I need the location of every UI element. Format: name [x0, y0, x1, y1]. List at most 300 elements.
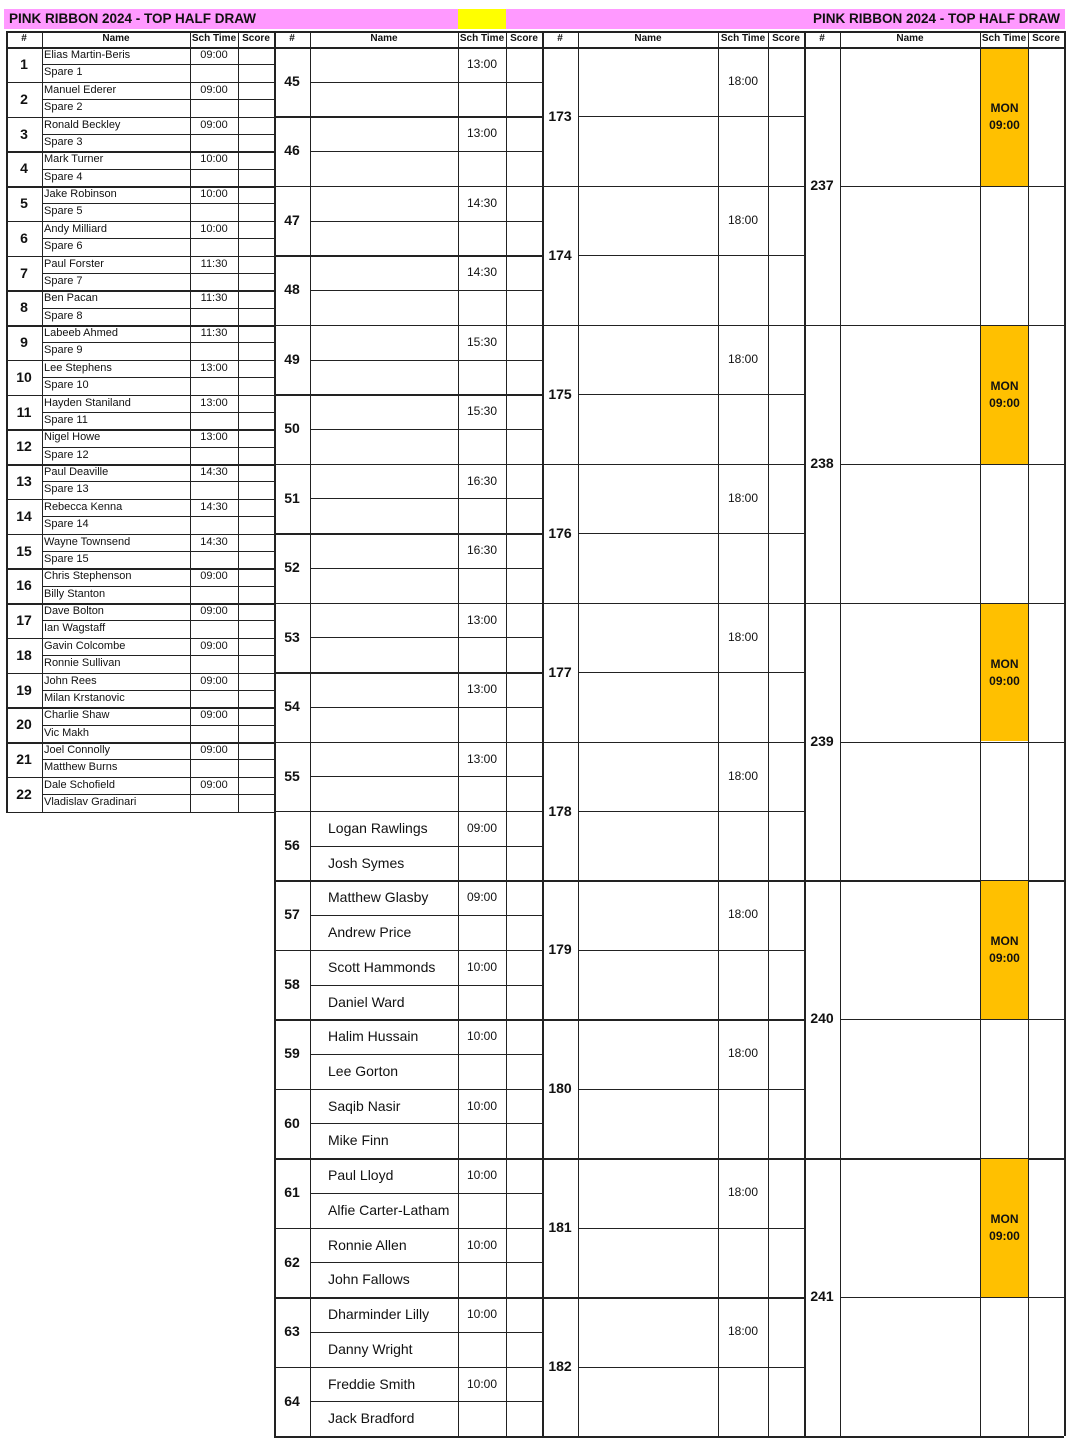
- sch-time: 10:00: [466, 1376, 498, 1391]
- player-name: [310, 290, 458, 325]
- grid-line: [310, 429, 542, 430]
- grid-line: [310, 1332, 542, 1333]
- player-name: [310, 776, 458, 811]
- match-number: 19: [16, 681, 32, 698]
- col1-header-score: Score: [242, 33, 270, 44]
- player-name: [310, 221, 458, 256]
- sch-time: 18:00: [727, 629, 759, 644]
- sch-time: 18:00: [727, 1185, 759, 1200]
- sch-time: 14:30: [200, 466, 228, 478]
- player-name: Joel Connolly: [44, 744, 111, 756]
- match-number: 177: [548, 663, 572, 680]
- col2-header-score: Score: [510, 33, 538, 44]
- match-number: 46: [284, 142, 300, 159]
- match-number: 3: [20, 125, 28, 142]
- row-divider: [542, 1436, 804, 1438]
- match-number: 20: [16, 716, 32, 733]
- grid-line: [310, 1054, 542, 1055]
- match-number: 10: [16, 368, 32, 385]
- grid-line: [804, 31, 1064, 33]
- grid-line: [310, 637, 542, 638]
- grid-line: [578, 31, 579, 1436]
- grid-line: [578, 533, 804, 534]
- grid-line: [42, 308, 274, 309]
- grid-line: [578, 811, 804, 812]
- scheduled-day-cell: [981, 604, 1028, 742]
- player-name: [310, 325, 458, 360]
- player-name: Spare 8: [44, 309, 83, 322]
- sch-time: 10:00: [466, 1029, 498, 1044]
- match-number: 52: [284, 559, 300, 576]
- player-name: [310, 707, 458, 742]
- match-number: 12: [16, 438, 32, 455]
- col2-header-name: Name: [370, 33, 398, 44]
- col2-header-time: Sch Time: [459, 33, 505, 44]
- sch-time: 09:00: [200, 709, 228, 722]
- sch-time: 11:30: [200, 292, 228, 305]
- player-name: Vic Makh: [44, 726, 90, 739]
- player-name: Spare 14: [44, 518, 89, 531]
- sch-time: 10:00: [466, 1307, 498, 1322]
- sch-time: 09:00: [200, 639, 228, 652]
- grid-line: [310, 846, 542, 847]
- grid-line: [310, 221, 542, 222]
- col3-header-score: Score: [772, 33, 800, 44]
- sch-time: 18:00: [727, 768, 759, 783]
- grid-line: [310, 1193, 542, 1194]
- sch-time: 14:30: [200, 535, 228, 548]
- sch-time: 13:00: [466, 57, 498, 71]
- player-name: Mark Turner: [44, 153, 104, 166]
- grid-line: [42, 377, 274, 378]
- grid-line: [310, 151, 542, 152]
- sch-time: 09:00: [989, 117, 1020, 132]
- match-number: 48: [284, 281, 300, 298]
- row-divider: [274, 1436, 542, 1438]
- grid-line: [42, 586, 274, 587]
- sch-time: 10:00: [200, 153, 228, 166]
- grid-line: [310, 776, 542, 777]
- grid-line: [274, 31, 542, 33]
- match-number: 61: [284, 1184, 300, 1201]
- sch-time: 15:30: [466, 334, 498, 349]
- sch-time: 16:30: [466, 543, 498, 558]
- grid-line: [310, 985, 542, 986]
- sch-time: 18:00: [727, 1324, 759, 1339]
- match-number: 1: [20, 56, 28, 72]
- grid-line: [42, 203, 274, 204]
- grid-line: [42, 238, 274, 239]
- sch-time: 16:30: [466, 473, 498, 488]
- grid-line: [840, 464, 1064, 465]
- player-name: [310, 464, 458, 499]
- grid-line: [42, 516, 274, 517]
- player-name: Paul Forster: [44, 257, 104, 270]
- title-right: PINK RIBBON 2024 - TOP HALF DRAW: [506, 9, 1065, 29]
- player-name: Spare 15: [44, 552, 89, 565]
- player-name: [310, 742, 458, 777]
- sch-time: 09:00: [466, 820, 498, 835]
- match-number: 47: [284, 211, 300, 228]
- grid-line: [840, 31, 841, 1436]
- title-left: PINK RIBBON 2024 - TOP HALF DRAW: [4, 9, 458, 29]
- sch-time: 18:00: [727, 1046, 759, 1061]
- player-name: Spare 3: [44, 135, 83, 148]
- match-number: 180: [548, 1080, 572, 1097]
- player-name: Spare 2: [44, 101, 83, 114]
- day-label: MON: [990, 934, 1019, 949]
- grid-line: [578, 255, 804, 256]
- player-name: Elias Martin-Beris: [44, 49, 131, 61]
- match-number: 9: [20, 334, 28, 350]
- sch-time: 10:00: [466, 1098, 498, 1113]
- col1-header-number: #: [21, 33, 27, 44]
- sch-time: 09:00: [989, 1229, 1020, 1244]
- grid-line: [310, 1123, 542, 1124]
- sch-time: 13:00: [466, 682, 498, 697]
- grid-line: [840, 1297, 1064, 1298]
- match-number: 56: [284, 836, 300, 853]
- grid-line: [840, 186, 1064, 187]
- match-number: 13: [16, 473, 32, 489]
- grid-line: [310, 1262, 542, 1263]
- player-name: Saqib Nasir: [328, 1097, 401, 1114]
- player-name: Spare 6: [44, 240, 83, 253]
- match-number: 60: [284, 1114, 300, 1131]
- player-name: Rebecca Kenna: [44, 500, 123, 513]
- player-name: Spare 7: [44, 274, 83, 287]
- grid-line: [578, 950, 804, 951]
- match-number: 45: [284, 73, 300, 89]
- match-number: 4: [20, 160, 28, 177]
- col4-header-name: Name: [896, 33, 924, 44]
- match-number: 241: [810, 1288, 834, 1305]
- col1-header-time: Sch Time: [191, 33, 237, 44]
- grid-line: [42, 620, 274, 621]
- grid-line: [42, 447, 274, 448]
- match-number: 239: [810, 732, 834, 749]
- match-number: 240: [810, 1010, 834, 1027]
- player-name: [310, 672, 458, 707]
- grid-line: [1064, 31, 1066, 1436]
- match-number: 18: [16, 646, 32, 663]
- sch-time: 18:00: [727, 74, 759, 88]
- match-number: 57: [284, 906, 300, 923]
- player-name: Manuel Ederer: [44, 83, 117, 96]
- grid-line: [578, 394, 804, 395]
- sch-time: 09:00: [989, 395, 1020, 410]
- match-number: 62: [284, 1253, 300, 1270]
- match-number: 173: [548, 108, 572, 124]
- grid-line: [42, 690, 274, 691]
- match-number: 55: [284, 767, 300, 784]
- player-name: Spare 5: [44, 205, 83, 218]
- row-divider: [6, 812, 274, 814]
- player-name: [310, 82, 458, 117]
- player-name: Vladislav Gradinari: [44, 796, 137, 809]
- sch-time: 09:00: [200, 744, 228, 756]
- match-number: 14: [16, 507, 32, 524]
- match-number: 179: [548, 941, 572, 958]
- player-name: Spare 1: [44, 66, 83, 79]
- sch-time: 13:00: [200, 396, 228, 409]
- col3-header-number: #: [557, 33, 563, 44]
- player-name: [310, 360, 458, 395]
- sch-time: 09:00: [466, 890, 498, 905]
- match-number: 238: [810, 454, 834, 471]
- player-name: Ben Pacan: [44, 292, 98, 305]
- player-name: Spare 12: [44, 448, 89, 461]
- col4-header-score: Score: [1032, 33, 1060, 44]
- match-number: 5: [20, 195, 28, 211]
- player-name: Lee Stephens: [44, 361, 112, 374]
- sch-time: 13:00: [466, 126, 498, 141]
- day-label: MON: [990, 1212, 1019, 1227]
- player-name: [310, 394, 458, 429]
- player-name: John Fallows: [328, 1271, 410, 1288]
- sch-time: 11:30: [200, 327, 228, 339]
- player-name: Josh Symes: [328, 854, 405, 871]
- grid-line: [310, 915, 542, 916]
- player-name: Labeeb Ahmed: [44, 327, 119, 339]
- col3-header-name: Name: [634, 33, 662, 44]
- player-name: Dale Schofield: [44, 778, 115, 791]
- player-name: Matthew Glasby: [328, 889, 429, 906]
- grid-line: [506, 31, 507, 1436]
- player-name: Freddie Smith: [328, 1375, 416, 1392]
- match-number: 54: [284, 698, 300, 715]
- col3-header-time: Sch Time: [720, 33, 766, 44]
- sch-time: 13:00: [466, 612, 498, 627]
- player-name: Gavin Colcombe: [44, 639, 126, 652]
- grid-line: [190, 31, 191, 812]
- match-number: 22: [16, 785, 32, 802]
- player-name: John Rees: [44, 674, 97, 687]
- sch-time: 14:30: [200, 500, 228, 513]
- grid-line: [1028, 31, 1029, 1436]
- match-number: 51: [284, 489, 300, 506]
- player-name: Spare 11: [44, 413, 88, 426]
- sch-time: 10:00: [200, 222, 228, 235]
- sch-time: 10:00: [466, 959, 498, 974]
- sch-time: 18:00: [727, 351, 759, 366]
- match-number: 21: [16, 751, 32, 767]
- match-number: 63: [284, 1323, 300, 1340]
- player-name: Paul Lloyd: [328, 1167, 394, 1184]
- player-name: Spare 9: [44, 344, 83, 357]
- day-label: MON: [990, 100, 1019, 115]
- grid-line: [42, 725, 274, 726]
- sch-time: 09:00: [200, 674, 228, 687]
- match-number: 174: [548, 246, 572, 263]
- grid-line: [310, 82, 542, 83]
- match-number: 181: [548, 1219, 572, 1236]
- grid-line: [42, 794, 274, 795]
- sch-time: 13:00: [200, 361, 228, 374]
- grid-line: [542, 31, 804, 33]
- grid-line: [804, 47, 1064, 49]
- sch-time: 09:00: [989, 951, 1020, 966]
- day-label: MON: [990, 378, 1019, 393]
- grid-line: [578, 1089, 804, 1090]
- grid-line: [42, 99, 274, 100]
- player-name: Milan Krstanovic: [44, 691, 125, 704]
- player-name: Spare 13: [44, 483, 89, 496]
- grid-line: [42, 551, 274, 552]
- match-number: 178: [548, 802, 572, 819]
- match-number: 11: [16, 403, 32, 420]
- player-name: Chris Stephenson: [44, 570, 132, 583]
- grid-line: [42, 134, 274, 135]
- sch-time: 11:30: [200, 257, 228, 270]
- sch-time: 09:00: [989, 673, 1020, 688]
- grid-line: [42, 412, 274, 413]
- player-name: Jack Bradford: [328, 1410, 415, 1427]
- player-name: Alfie Carter-Latham: [328, 1201, 450, 1218]
- sch-time: 10:00: [466, 1168, 498, 1183]
- grid-line: [42, 273, 274, 274]
- player-name: Scott Hammonds: [328, 958, 436, 975]
- match-number: 58: [284, 975, 300, 992]
- player-name: Andrew Price: [328, 924, 412, 941]
- scheduled-day-cell: [981, 881, 1028, 1019]
- player-name: Danny Wright: [328, 1340, 413, 1357]
- sch-time: 13:00: [466, 751, 498, 766]
- match-number: 176: [548, 524, 572, 541]
- player-name: [310, 116, 458, 151]
- player-name: [310, 568, 458, 603]
- player-name: Lee Gorton: [328, 1063, 399, 1080]
- player-name: Daniel Ward: [328, 993, 405, 1010]
- match-number: 7: [20, 264, 28, 281]
- player-name: Charlie Shaw: [44, 709, 110, 722]
- player-name: [310, 498, 458, 533]
- player-name: Ronald Beckley: [44, 118, 121, 131]
- col1-header-name: Name: [102, 33, 130, 44]
- sch-time: 14:30: [466, 195, 498, 210]
- col1-header-top: [6, 31, 274, 33]
- grid-line: [578, 116, 804, 117]
- grid-line: [42, 169, 274, 170]
- sch-time: 18:00: [727, 212, 759, 227]
- grid-line: [42, 342, 274, 343]
- sch-time: 09:00: [200, 118, 228, 131]
- sch-time: 14:30: [466, 265, 498, 280]
- grid-line: [578, 1228, 804, 1229]
- row-divider: [804, 1436, 1064, 1438]
- player-name: [310, 533, 458, 568]
- grid-line: [42, 655, 274, 656]
- grid-line: [980, 31, 981, 1436]
- player-name: Mike Finn: [328, 1132, 389, 1149]
- sch-time: 09:00: [200, 49, 228, 61]
- grid-line: [310, 1401, 542, 1402]
- match-number: 8: [20, 299, 28, 316]
- col4-header-time: Sch Time: [981, 33, 1027, 44]
- sch-time: 10:00: [466, 1237, 498, 1252]
- sch-time: 09:00: [200, 83, 228, 96]
- player-name: [310, 255, 458, 290]
- player-name: Ronnie Sullivan: [44, 657, 121, 670]
- grid-line: [310, 568, 542, 569]
- match-number: 49: [284, 350, 300, 367]
- title-yellow-block: [458, 9, 506, 29]
- grid-line: [578, 672, 804, 673]
- match-number: 2: [20, 90, 28, 107]
- sch-time: 09:00: [200, 570, 228, 583]
- grid-line: [310, 707, 542, 708]
- player-name: Spare 10: [44, 379, 89, 392]
- player-name: Nigel Howe: [44, 431, 101, 444]
- grid-line: [310, 360, 542, 361]
- sch-time: 15:30: [466, 404, 498, 419]
- scheduled-day-cell: [981, 48, 1028, 186]
- player-name: [310, 47, 458, 82]
- player-name: Ian Wagstaff: [44, 622, 106, 635]
- player-name: Halim Hussain: [328, 1028, 419, 1045]
- player-name: [310, 151, 458, 186]
- day-label: MON: [990, 656, 1019, 671]
- grid-line: [42, 481, 274, 482]
- grid-line: [238, 31, 239, 812]
- player-name: Jake Robinson: [44, 188, 117, 200]
- match-number: 59: [284, 1045, 300, 1062]
- match-number: 15: [16, 542, 32, 559]
- sch-time: 18:00: [727, 490, 759, 505]
- sch-time: 09:00: [200, 605, 228, 617]
- sch-time: 10:00: [200, 188, 228, 200]
- sch-time: 18:00: [727, 907, 759, 922]
- player-name: [310, 603, 458, 638]
- grid-line: [578, 1367, 804, 1368]
- match-number: 175: [548, 385, 572, 402]
- grid-line: [768, 31, 769, 1436]
- match-number: 53: [284, 628, 300, 645]
- player-name: Logan Rawlings: [328, 819, 428, 836]
- grid-line: [458, 31, 459, 1436]
- player-name: [310, 429, 458, 464]
- col4-header-number: #: [819, 33, 825, 44]
- match-number: 237: [810, 177, 834, 193]
- player-name: Matthew Burns: [44, 761, 118, 774]
- grid-line: [42, 759, 274, 760]
- grid-line: [310, 290, 542, 291]
- player-name: Ronnie Allen: [328, 1236, 407, 1253]
- scheduled-day-cell: [981, 326, 1028, 464]
- match-number: 64: [284, 1392, 300, 1409]
- player-name: Andy Milliard: [44, 222, 107, 235]
- sch-time: 13:00: [200, 431, 228, 444]
- match-number: 182: [548, 1358, 572, 1375]
- grid-line: [840, 1019, 1064, 1020]
- player-name: Spare 4: [44, 170, 83, 183]
- match-number: 16: [16, 577, 32, 594]
- match-number: 17: [16, 612, 32, 628]
- player-name: Hayden Staniland: [44, 396, 131, 409]
- grid-line: [42, 64, 274, 65]
- match-number: 50: [284, 420, 300, 437]
- sch-time: 09:00: [200, 778, 228, 791]
- player-name: Billy Stanton: [44, 587, 106, 600]
- player-name: Paul Deaville: [44, 466, 109, 478]
- player-name: Wayne Townsend: [44, 535, 131, 548]
- col2-header-number: #: [289, 33, 295, 44]
- scheduled-day-cell: [981, 1159, 1028, 1297]
- player-name: Dave Bolton: [44, 605, 104, 617]
- player-name: Dharminder Lilly: [328, 1306, 430, 1323]
- player-name: [310, 186, 458, 221]
- grid-line: [840, 742, 1064, 743]
